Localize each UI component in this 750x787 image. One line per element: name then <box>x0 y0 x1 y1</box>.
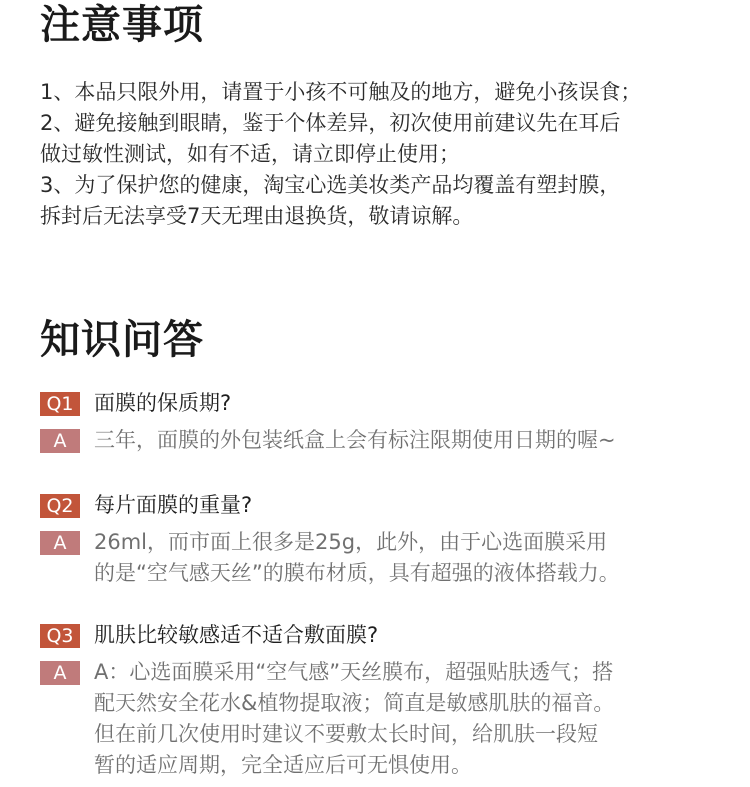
question-text: 每片面膜的重量? <box>94 493 253 517</box>
answer-row <box>40 425 720 456</box>
notice-title: 注意事项 <box>40 2 204 48</box>
qa-item-2 <box>40 490 720 589</box>
answer-line: 26ml，而市面上很多是25g，此外，由于心选面膜采用 <box>94 530 608 554</box>
notice-list <box>40 77 740 232</box>
notice-line: 1、本品只限外用，请置于小孩不可触及的地方，避免小孩误食； <box>40 80 642 104</box>
qa-item-3 <box>40 620 720 781</box>
notice-line: 做过敏性测试，如有不适，请立即停止使用； <box>40 142 460 166</box>
answer-badge: A <box>40 429 80 453</box>
answer-row <box>40 657 720 781</box>
answer-line: 配天然安全花水&植物提取液；简直是敏感肌肤的福音。 <box>94 691 615 715</box>
answer-row <box>40 527 720 589</box>
question-text: 面膜的保质期? <box>94 391 232 415</box>
answer-line: A：心选面膜采用“空气感”天丝膜布，超强贴肤透气；搭 <box>94 660 614 684</box>
qa-title: 知识问答 <box>40 317 204 363</box>
question-badge: Q1 <box>40 392 80 416</box>
question-badge: Q2 <box>40 494 80 518</box>
answer-line: 的是“空气感天丝”的膜布材质，具有超强的液体搭载力。 <box>94 561 620 585</box>
answer-text <box>94 657 614 781</box>
question-text: 肌肤比较敏感适不适合敷面膜? <box>94 623 379 647</box>
answer-text <box>94 527 620 589</box>
notice-line: 3、为了保护您的健康，淘宝心选美妆类产品均覆盖有塑封膜， <box>40 173 621 197</box>
answer-text <box>94 425 616 456</box>
question-row <box>40 388 720 419</box>
question-row <box>40 620 720 651</box>
answer-line: 三年，面膜的外包装纸盒上会有标注限期使用日期的喔~ <box>94 428 616 452</box>
answer-line: 但在前几次使用时建议不要敷太长时间，给肌肤一段短 <box>94 722 598 746</box>
qa-item-1 <box>40 388 720 456</box>
question-row <box>40 490 720 521</box>
answer-badge: A <box>40 531 80 555</box>
notice-line: 拆封后无法享受7天无理由退换货，敬请谅解。 <box>40 204 474 228</box>
notice-line: 2、避免接触到眼睛，鉴于个体差异，初次使用前建议先在耳后 <box>40 111 621 135</box>
answer-line: 暂的适应周期，完全适应后可无惧使用。 <box>94 753 472 777</box>
answer-badge: A <box>40 661 80 685</box>
question-badge: Q3 <box>40 624 80 648</box>
